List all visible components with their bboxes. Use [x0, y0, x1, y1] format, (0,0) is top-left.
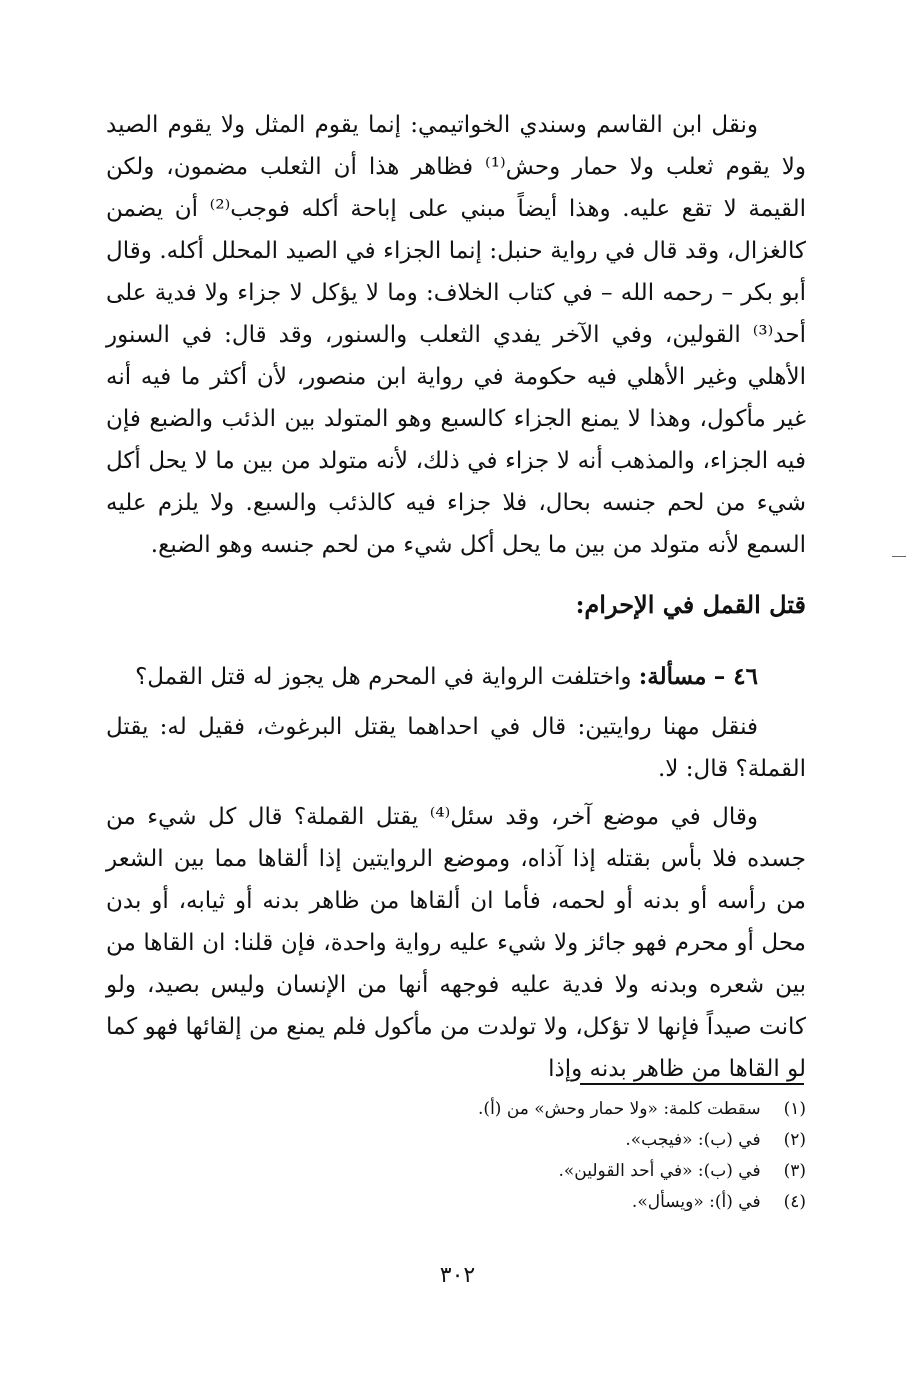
- masala-label: مسألة:: [638, 663, 707, 690]
- footnote-item: [300, 1094, 806, 1125]
- footnote-number: (٤): [783, 1192, 806, 1212]
- section-heading: قتل القمل في الإحرام:: [575, 590, 806, 619]
- footnote-text: في (ب): «فيجب».: [625, 1130, 761, 1150]
- footnote-item: [300, 1187, 806, 1218]
- footnote-item: [300, 1125, 806, 1156]
- footnote-text: في (ب): «في أحد القولين».: [558, 1161, 761, 1181]
- footnote-text: سقطت كلمة: «ولا حمار وحش» من (أ).: [478, 1099, 761, 1119]
- footnote-number: (١): [783, 1099, 806, 1119]
- scan-edge-mark: [892, 556, 906, 557]
- paragraph-two-narrations: فنقل مهنا روايتين: قال في احداهما يقتل البرغوث، فقيل له: يقتل القملة؟ قال: لا.: [106, 714, 806, 782]
- masala-number: ٤٦ –: [713, 663, 758, 690]
- footnote-item: [300, 1156, 806, 1187]
- footnote-number: (٣): [783, 1161, 806, 1181]
- page-number: ٣٠٢: [439, 1263, 476, 1288]
- masala-question: [106, 656, 806, 698]
- footnote-separator: [580, 1083, 804, 1085]
- footnote-text: في (أ): «ويسأل».: [631, 1192, 761, 1212]
- footnotes-list: [300, 1094, 806, 1218]
- masala-text: واختلفت الرواية في المحرم هل يجوز له قتل القمل؟: [135, 664, 632, 690]
- footnote-number: (٢): [783, 1130, 806, 1150]
- paragraph-thaalab-ruling: ونقل ابن القاسم وسندي الخواتيمي: إنما يقوم المثل ولا يقوم الصيد ولا يقوم ثعلب ولا حمار وحش⁽¹⁾ فظاهر هذا أن الثعلب مضمون، ولكن القيمة لا تقع عليه. وهذا أيضاً مبني على إباحة أكله فوجب⁽²⁾ أن يضمن كالغزال، وقد قال في رواية حنبل: إنما الجزاء في الصيد المحلل أكله. وقال أبو بكر – رحمه الله – في كتاب الخلاف: وما لا يؤكل لا جزاء ولا فدية على أحد⁽³⁾ القولين، وفي الآخر يفدي الثعلب والسنور، وقد قال: في السنور الأهلي وغير الأهلي فيه حكومة في رواية ابن منصور، لأن أكثر ما فيه أنه غير مأكول، وهذا لا يمنع الجزاء كالسبع وهو المتولد بين الذئب والضبع فإن فيه الجزاء، والمذهب أنه لا جزاء في ذلك، لأنه متولد من بين ما لا يحل أكل شيء من لحم جنسه بحال، فلا جزاء فيه كالذئب والسبع. ولا يلزم عليه السمع لأنه متولد من بين ما يحل أكل شيء من لحم جنسه وهو الضبع.: [106, 112, 806, 558]
- paragraph-other-place: وقال في موضع آخر، وقد سئل⁽⁴⁾ يقتل القملة؟ قال كل شيء من جسده فلا بأس بقتله إذا آذاه، وموضع الروايتين إذا ألقاها مما بين الشعر من رأسه أو بدنه أو لحمه، فأما ان ألقاها من ظاهر بدنه أو ثيابه، أو بدن محل أو محرم فهو جائز ولا شيء عليه رواية واحدة، فإن قلنا: ان القاها من بين شعره وبدنه ولا فدية عليه فوجهه أنها من الإنسان وليس بصيد، ولو كانت صيداً فإنها لا تؤكل، ولا تولدت من مأكول فلم يمنع من إلقائها فهو كما لو القاها من ظاهر بدنه وإذا: [106, 804, 806, 1082]
